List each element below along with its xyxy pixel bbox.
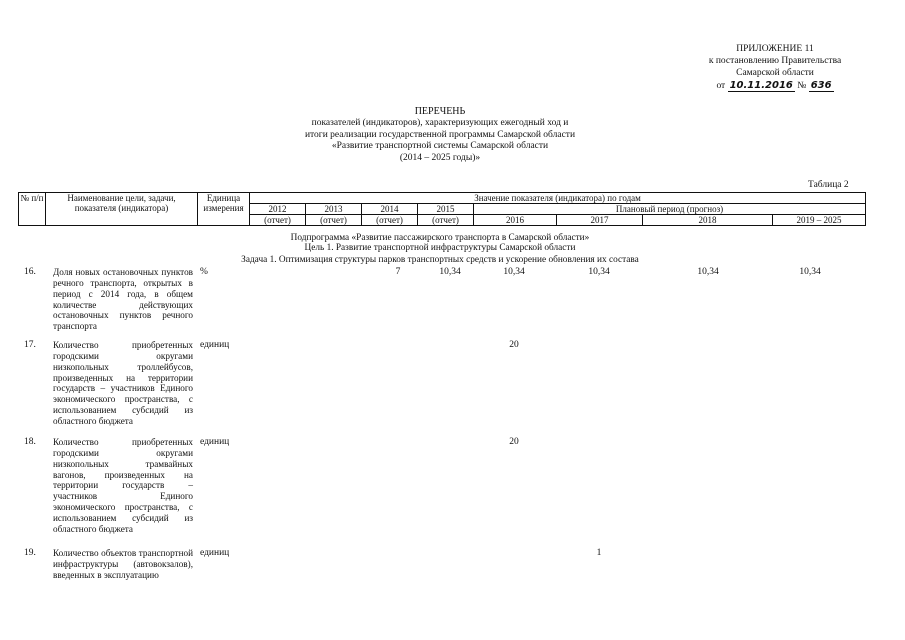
task-heading: Задача 1. Оптимизация структуры парков транспортных средств и ускорение обновления их состава: [241, 255, 639, 265]
subprogram-heading: Подпрограмма «Развитие пассажирского транспорта в Самарской области»: [290, 233, 590, 243]
header-note-2015: (отчет): [418, 215, 474, 226]
header-year-2015: 2015: [418, 204, 474, 215]
value-2016: 10,34: [503, 267, 525, 277]
row-name: Количество приобретенных городскими округами низкопольных трамвайных вагонов, произведенных на территории государств – участников Единого экономического пространства, с использованием субсидий из областного бюджета: [53, 437, 193, 534]
header-plan-2018: 2018: [643, 215, 773, 226]
header-name: Наименование цели, задачи, показателя (индикатора): [46, 193, 198, 226]
appendix-line3: Самарской области: [736, 67, 814, 78]
header-values: Значение показателя (индикатора) по годам: [250, 193, 866, 204]
row-unit: %: [200, 267, 208, 277]
title-line4: (2014 – 2025 годы)»: [399, 152, 481, 163]
value-2018: 10,34: [697, 267, 719, 277]
header-year-2012: 2012: [250, 204, 306, 215]
number-prefix: №: [797, 80, 807, 91]
title-line3: «Развитие транспортной системы Самарской области: [331, 141, 549, 152]
appendix-line2: к постановлению Правительства: [708, 55, 842, 66]
appendix-title: ПРИЛОЖЕНИЕ 11: [736, 44, 814, 54]
header-unit: Единица измерения: [198, 193, 250, 226]
row-num: 19.: [24, 548, 36, 558]
title-line1: показателей (индикаторов), характеризующих ежегодный ход и: [311, 118, 569, 129]
value-2016: 20: [509, 340, 519, 350]
header-plan-2016: 2016: [474, 215, 557, 226]
decree-date: 10.11.2016: [729, 79, 793, 91]
row-name: Количество объектов транспортной инфраструктуры (автовокзалов), введенных в эксплуатацию: [53, 548, 193, 580]
value-2017: 10,34: [588, 267, 610, 277]
value-2016: 20: [509, 437, 519, 447]
value-2015: 10,34: [439, 267, 461, 277]
row-name: Количество приобретенных городскими округами низкопольных троллейбусов, произведенных на территории государств – участников Единого экономического пространства, с использованием субсидий из областного бюджета: [53, 340, 193, 427]
appendix-date-line: [680, 80, 870, 93]
header-plan-2017: 2017: [557, 215, 643, 226]
goal-heading: Цель 1. Развитие транспортной инфраструктуры Самарской области: [304, 243, 576, 253]
header-year-2014: 2014: [362, 204, 418, 215]
header-planned: Плановый период (прогноз): [474, 204, 866, 215]
header-year-2013: 2013: [306, 204, 362, 215]
document-title: [200, 106, 680, 165]
header-note-2013: (отчет): [306, 215, 362, 226]
row-num: 17.: [24, 340, 36, 350]
value-2019-2025: 10,34: [799, 267, 821, 277]
date-prefix: от: [716, 80, 726, 91]
appendix-block: [680, 44, 870, 93]
title-main: ПЕРЕЧЕНЬ: [414, 106, 466, 117]
row-unit: единиц: [200, 437, 230, 447]
value-2014: 7: [395, 267, 401, 277]
row-unit: единиц: [200, 548, 230, 558]
header-note-2012: (отчет): [250, 215, 306, 226]
header-num: № п/п: [19, 193, 46, 226]
title-line2: итоги реализации государственной программы Самарской области: [304, 129, 576, 140]
row-num: 16.: [24, 267, 36, 277]
row-name: Доля новых остановочных пунктов речного транспорта, открытых в период с 2014 года, в общем количестве действующих остановочных пунктов речного транспорта: [53, 267, 193, 332]
header-plan-2019-2025: 2019 – 2025: [773, 215, 866, 226]
value-2017: 1: [596, 548, 602, 558]
indicators-table-header: [18, 192, 866, 226]
table-label: Таблица 2: [808, 180, 849, 190]
header-note-2014: (отчет): [362, 215, 418, 226]
row-unit: единиц: [200, 340, 230, 350]
row-num: 18.: [24, 437, 36, 447]
decree-number: 636: [810, 79, 832, 91]
